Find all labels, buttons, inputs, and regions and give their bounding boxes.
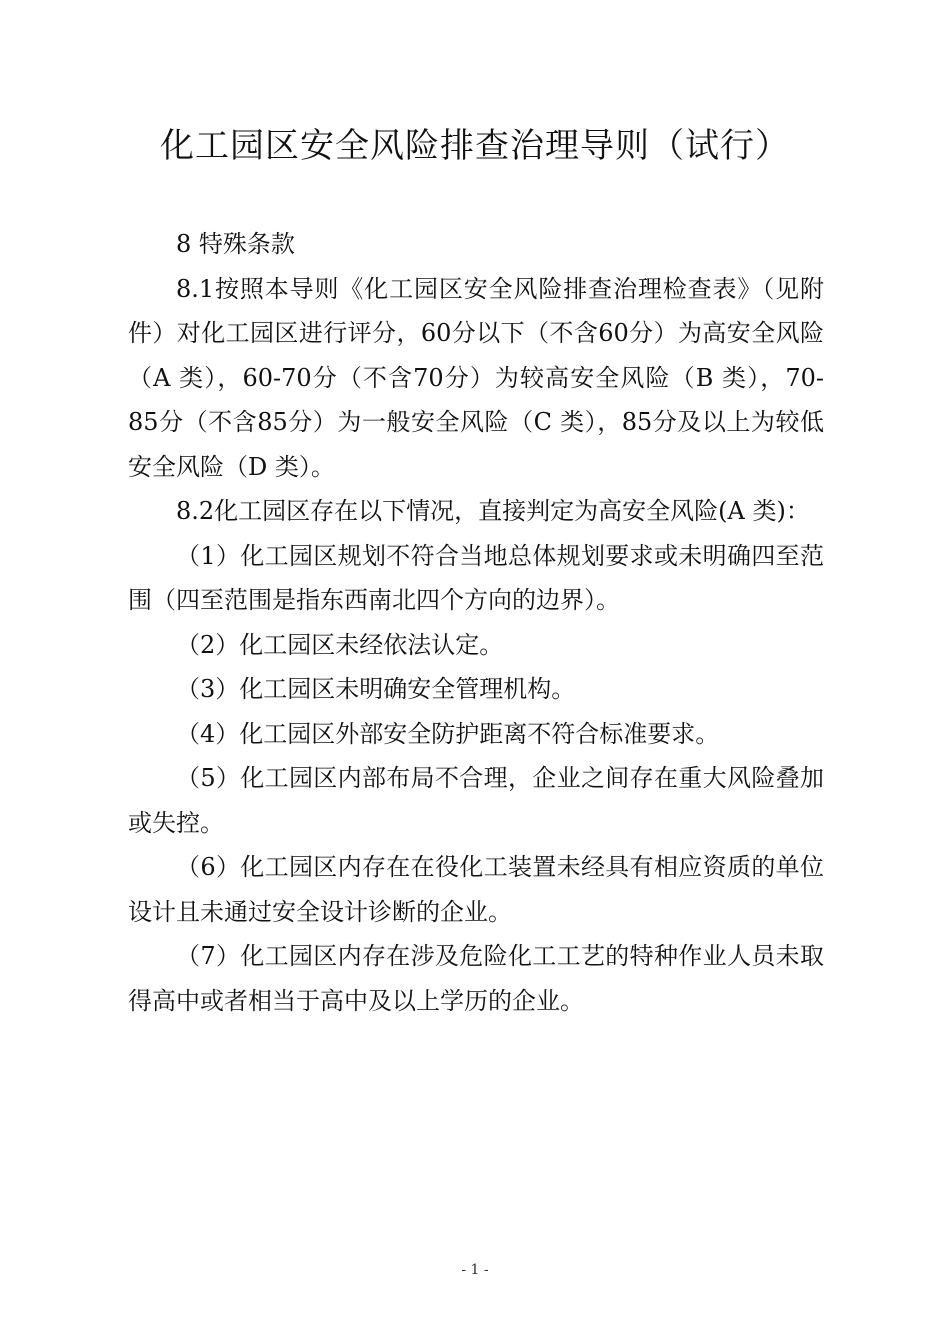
document-title: 化工园区安全风险排查治理导则（试行） [160,126,790,166]
list-item-3: （3）化工园区未明确安全管理机构。 [176,675,576,703]
list-item-4: （4）化工园区外部安全防护距离不符合标准要求。 [176,719,720,748]
document-body [128,222,824,1023]
section-heading: 8 特殊条款 [176,230,295,258]
page-number: - 1 - [461,1262,489,1278]
paragraph-8-1: 8.1按照本导则《化工园区安全风险排查治理检查表》（见附件）对化工园区进行评分，60分以下（不含60分）为高安全风险（A 类），60-70分（不含70分）为较高安全风险（B 类），70-85分（不含85分）为一般安全风险（C 类），85分及以上为较低安全风险（D 类）。 [128,274,824,481]
list-item-7: （7）化工园区内存在涉及危险化工工艺的特种作业人员未取得高中或者相当于高中及以上学历的企业。 [128,942,824,1015]
list-item-6: （6）化工园区内存在在役化工装置未经具有相应资质的单位设计且未通过安全设计诊断的企业。 [128,853,824,926]
list-item-1: （1）化工园区规划不符合当地总体规划要求或未明确四至范围（四至范围是指东西南北四个方向的边界）。 [128,541,824,614]
list-item-2: （2）化工园区未经依法认定。 [176,630,504,659]
list-item-5: （5）化工园区内部布局不合理，企业之间存在重大风险叠加或失控。 [128,764,824,837]
paragraph-8-2: 8.2化工园区存在以下情况，直接判定为高安全风险(A 类)： [176,497,810,525]
